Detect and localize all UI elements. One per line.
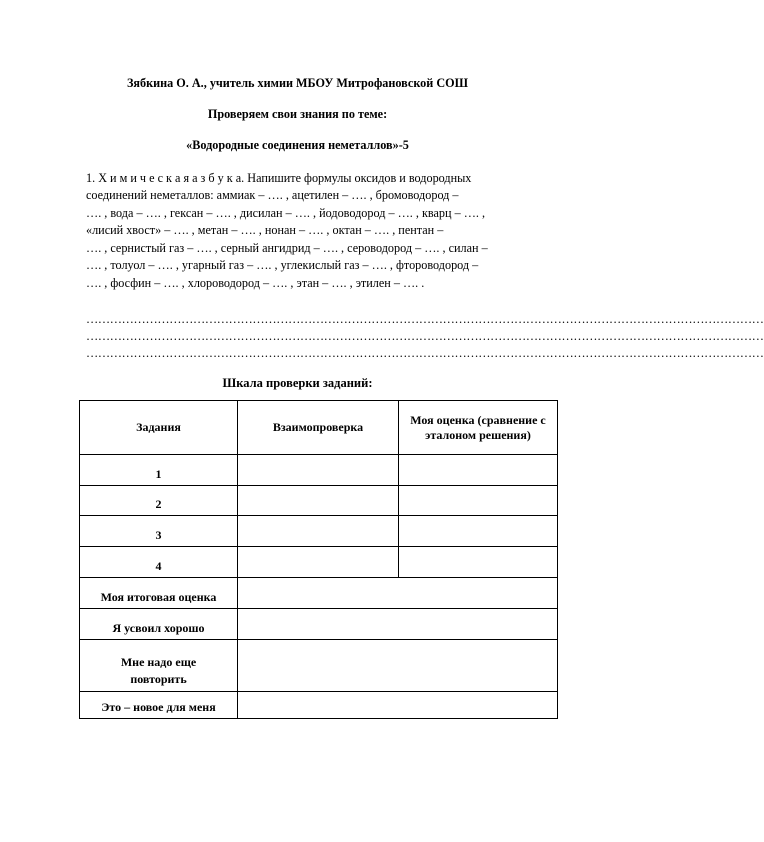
assessment-table bbox=[79, 400, 558, 719]
task-line: соединений неметаллов: аммиак – …. , ацетилен – …. , бромоводород – bbox=[86, 188, 459, 202]
summary-label: Это – новое для меня bbox=[80, 692, 238, 719]
peer-review-cell[interactable] bbox=[238, 455, 399, 486]
task-line: …. , вода – …. , гексан – …. , дисилан – …. , йодоводород – …. , кварц – …. , bbox=[86, 206, 486, 220]
header-my-grade: Моя оценка (сравнение с эталоном решения) bbox=[399, 401, 558, 455]
task-line: …. , сернистый газ – …. , серный ангидрид – …. , сероводород – …. , силан – bbox=[86, 241, 488, 255]
task-number: 1 bbox=[80, 455, 238, 486]
topic-title: «Водородные соединения неметаллов»-5 bbox=[186, 138, 409, 152]
summary-label: Мне надо еще повторить bbox=[80, 640, 238, 692]
table-row bbox=[80, 547, 558, 578]
table-row bbox=[80, 578, 558, 609]
summary-value-cell[interactable] bbox=[238, 578, 558, 609]
table-row bbox=[80, 640, 558, 692]
author-line: Зябкина О. А., учитель химии МБОУ Митрофановской СОШ bbox=[126, 76, 469, 90]
table-row bbox=[80, 609, 558, 640]
task-line: …. , фосфин – …. , хлороводород – …. , этан – …. , этилен – …. . bbox=[86, 276, 425, 290]
table-row bbox=[80, 455, 558, 486]
table-row bbox=[80, 486, 558, 516]
my-grade-cell[interactable] bbox=[399, 455, 558, 486]
table-row bbox=[80, 516, 558, 547]
header-peer-review: Взаимопроверка bbox=[238, 401, 399, 455]
task-line: 1. Х и м и ч е с к а я а з б у к а. Напишите формулы оксидов и водородных bbox=[86, 171, 472, 185]
answer-dotted-line: ……………………………………………………………………………………………………………………………………………………… bbox=[86, 346, 764, 360]
task-number: 3 bbox=[80, 516, 238, 547]
summary-label: Я усвоил хорошо bbox=[80, 609, 238, 640]
summary-value-cell[interactable] bbox=[238, 692, 558, 719]
subtitle: Проверяем свои знания по теме: bbox=[207, 107, 388, 121]
scale-title: Шкала проверки заданий: bbox=[222, 376, 373, 390]
my-grade-cell[interactable] bbox=[399, 516, 558, 547]
task-number: 4 bbox=[80, 547, 238, 578]
header-tasks: Задания bbox=[80, 401, 238, 455]
my-grade-cell[interactable] bbox=[399, 547, 558, 578]
summary-value-cell[interactable] bbox=[238, 609, 558, 640]
summary-label: Моя итоговая оценка bbox=[80, 578, 238, 609]
table-row bbox=[80, 692, 558, 719]
task-line: …. , толуол – …. , угарный газ – …. , углекислый газ – …. , фтороводород – bbox=[86, 258, 479, 272]
peer-review-cell[interactable] bbox=[238, 486, 399, 516]
peer-review-cell[interactable] bbox=[238, 547, 399, 578]
summary-value-cell[interactable] bbox=[238, 640, 558, 692]
task-number: 2 bbox=[80, 486, 238, 516]
table-header-row bbox=[80, 401, 558, 455]
my-grade-cell[interactable] bbox=[399, 486, 558, 516]
task-line: «лисий хвост» – …. , метан – …. , нонан – …. , октан – …. , пентан – bbox=[86, 223, 444, 237]
answer-dotted-line: ……………………………………………………………………………………………………………………………………………………… bbox=[86, 329, 764, 343]
peer-review-cell[interactable] bbox=[238, 516, 399, 547]
answer-dotted-line: ……………………………………………………………………………………………………………………………………………………… bbox=[86, 312, 764, 326]
